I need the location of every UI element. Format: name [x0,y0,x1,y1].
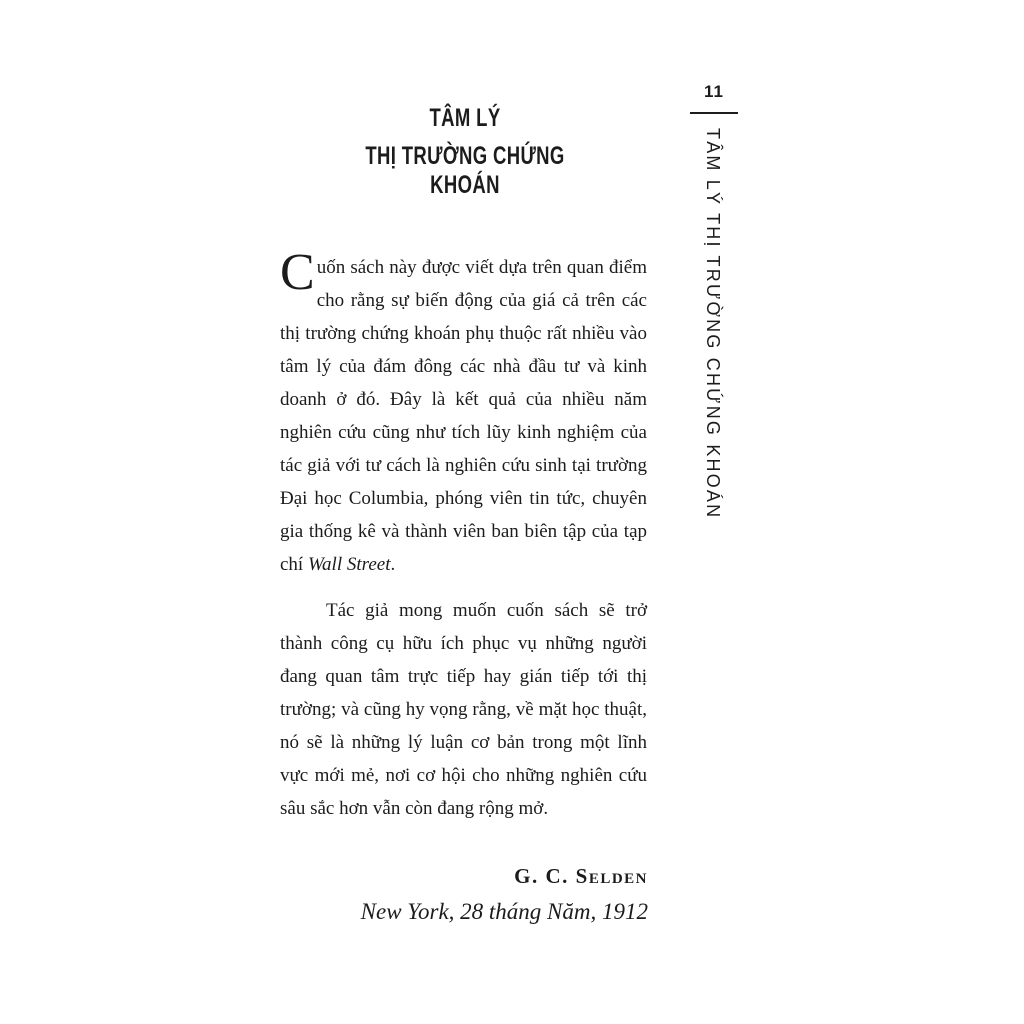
chapter-title-line1: TÂM LÝ [429,104,501,132]
drop-cap: C [280,244,315,301]
header-rule [690,112,738,114]
place-date: New York, 28 tháng Năm, 1912 [360,899,648,924]
paragraph-1-end: . [390,554,396,575]
magazine-name: Wall Street [307,554,391,575]
chapter-title-line2: THỊ TRƯỜNG CHỨNG KHOÁN [365,142,565,199]
running-head: TÂM LÝ THỊ TRƯỜNG CHỨNG KHOÁN [703,128,723,520]
paragraph-1 [280,244,647,581]
paragraph-2: Tác giả mong muốn cuốn sách sẽ trở thành công cụ hữu ích phục vụ những người đang quan tâm trực tiếp hay gián tiếp tới thị trường; và cũng hy vọng rằng, về mặt học thuật, nó sẽ là những lý luận cơ bản trong một lĩnh vực mới mẻ, nơi cơ hội cho những nghiên cứu sâu sắc hơn vẫn còn đang rộng mở. [280,600,647,819]
paragraph-1-text: uốn sách này được viết dựa trên quan điểm cho rằng sự biến động của giá cả trên các thị trường chứng khoán phụ thuộc rất nhiều vào tâm lý của đám đông các nhà đầu tư và kinh doanh ở đó. Đây là kết quả của nhiều năm nghiên cứu cũng như tích lũy kinh nghiệm của tác giả với tư cách là nghiên cứu sinh tại trường Đại học Columbia, phóng viên tin tức, chuyên gia thống kê và thành viên ban biên tập của tạp chí [280,257,647,575]
author-name: G. C. Selden [514,864,648,888]
page-number: 11 [704,82,724,101]
